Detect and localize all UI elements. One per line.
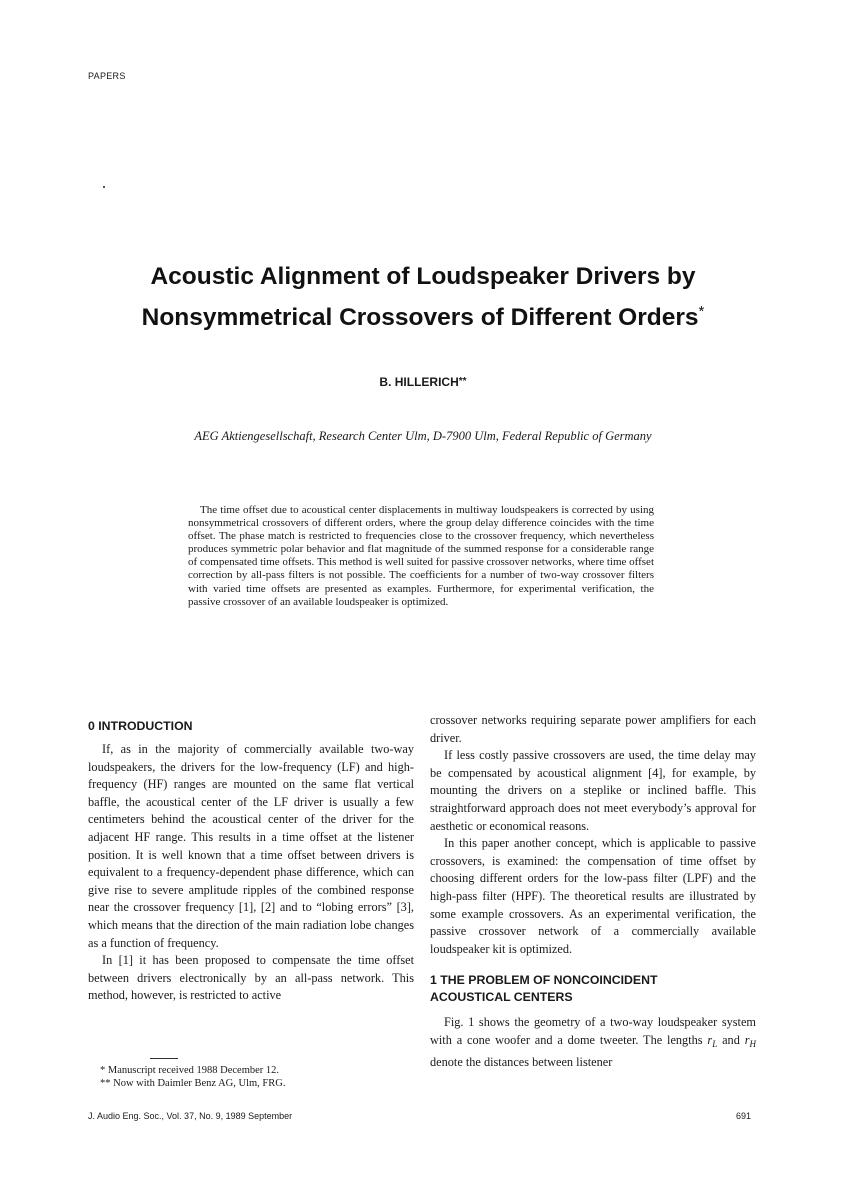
footnote-2: ** Now with Daimler Benz AG, Ulm, FRG. [100, 1078, 286, 1089]
intro-paragraph-4: In this paper another concept, which is applicable to passive crossovers, is examined: the compensation of time offset by choosing different orders for the low-pass filter (LPF) and the high-pass filter (HPF). The theoretical results are illustrated by some example crossovers. As an experimental verification, the passive crossover network of a commercially available loudspeaker kit is optimized. [430, 836, 756, 956]
title-line-2 [60, 294, 786, 335]
title-footnote-mark: * [698, 303, 705, 320]
title-line-1: Acoustic Alignment of Loudspeaker Drivers by [150, 263, 696, 290]
author-name [60, 375, 786, 389]
author-text: B. HILLERICH [379, 375, 459, 389]
problem-text-b: denote the distances between listener [430, 1054, 613, 1069]
problem-text-and: and [722, 1032, 740, 1047]
section-heading-introduction: 0 INTRODUCTION [88, 719, 193, 733]
title-line-2-text: Nonsymmetrical Crossovers of Different Orders [141, 304, 699, 331]
stray-dot [103, 186, 105, 188]
section-heading-problem [430, 972, 756, 1006]
page-number: 691 [736, 1111, 752, 1121]
symbol-r: r [744, 1032, 750, 1047]
intro-paragraph-3: If less costly passive crossovers are used, the time delay may be compensated by acoustical alignment [4], for example, by mounting the drivers on a steplike or inclined baffle. This straightforward approach does not meet everybody’s approval for aesthetic or economical reasons. [430, 748, 756, 833]
running-head: PAPERS [88, 71, 126, 81]
paper-title [60, 259, 786, 335]
footnote-rule [150, 1058, 178, 1059]
footnotes [100, 1064, 286, 1090]
symbol-r-L [707, 1033, 717, 1047]
problem-text-a: Fig. 1 shows the geometry of a two-way loudspeaker system with a cone woofer and a dome tweeter. The lengths [430, 1015, 756, 1047]
section-heading-problem-line-2: ACOUSTICAL CENTERS [430, 990, 573, 1005]
problem-paragraph-1 [430, 1014, 756, 1071]
column-left [88, 712, 414, 1005]
author-footnote-mark: ** [458, 376, 467, 387]
footer-citation: J. Audio Eng. Soc., Vol. 37, No. 9, 1989 September [88, 1111, 293, 1121]
intro-paragraph-2: In [1] it has been proposed to compensate the time offset between drivers electronically by an all-pass network. This method, however, is restricted to active [88, 953, 414, 1003]
affiliation: AEG Aktiengesellschaft, Research Center Ulm, D-7900 Ulm, Federal Republic of Germany [194, 429, 652, 443]
intro-paragraph-2-continued: crossover networks requiring separate power amplifiers for each driver. [430, 713, 756, 745]
intro-paragraph-1: If, as in the majority of commercially available two-way loudspeakers, the drivers for the low-frequency (LF) and high-frequency (HF) ranges are mounted on the same flat vertical baffle, the acoustical center of the LF driver is usually a few centimeters behind the acoustical center of the driver for the adjacent HF range. This results in a time offset at the listener position. It is well known that a time offset between drivers is equivalent to a frequency-dependent phase difference, which can give rise to severe amplitude ripples of the combined response near the crossover frequency [1], [2] and to “lobing errors” [3], which means that the direction of the main radiation lobe changes as a function of frequency. [88, 742, 414, 950]
footnote-1: * Manuscript received 1988 December 12. [100, 1065, 280, 1076]
column-right [430, 712, 756, 1071]
section-heading-problem-line-1: 1 THE PROBLEM OF NONCOINCIDENT [430, 973, 658, 988]
abstract: The time offset due to acoustical center displacements in multiway loudspeakers is corrected by using nonsymmetrical crossovers of different orders, where the group delay difference coincides with the time offset. The phase match is restricted to frequencies close to the crossover frequency, which nevertheless produces symmetric polar behavior and flat magnitude of the summed response for a considerable range of compensated time offsets. This method is well suited for passive crossover networks, where time offset correction by all-pass filters is not possible. The coefficients for a number of two-way crossover filters with varied time offsets are presented as examples. Furthermore, for experimental verification, the passive crossover of an available loudspeaker is optimized. [188, 504, 654, 608]
symbol-r-H [745, 1033, 756, 1047]
subscript-L: L [712, 1038, 718, 1049]
symbol-r: r [707, 1032, 713, 1047]
subscript-H: H [749, 1038, 757, 1049]
